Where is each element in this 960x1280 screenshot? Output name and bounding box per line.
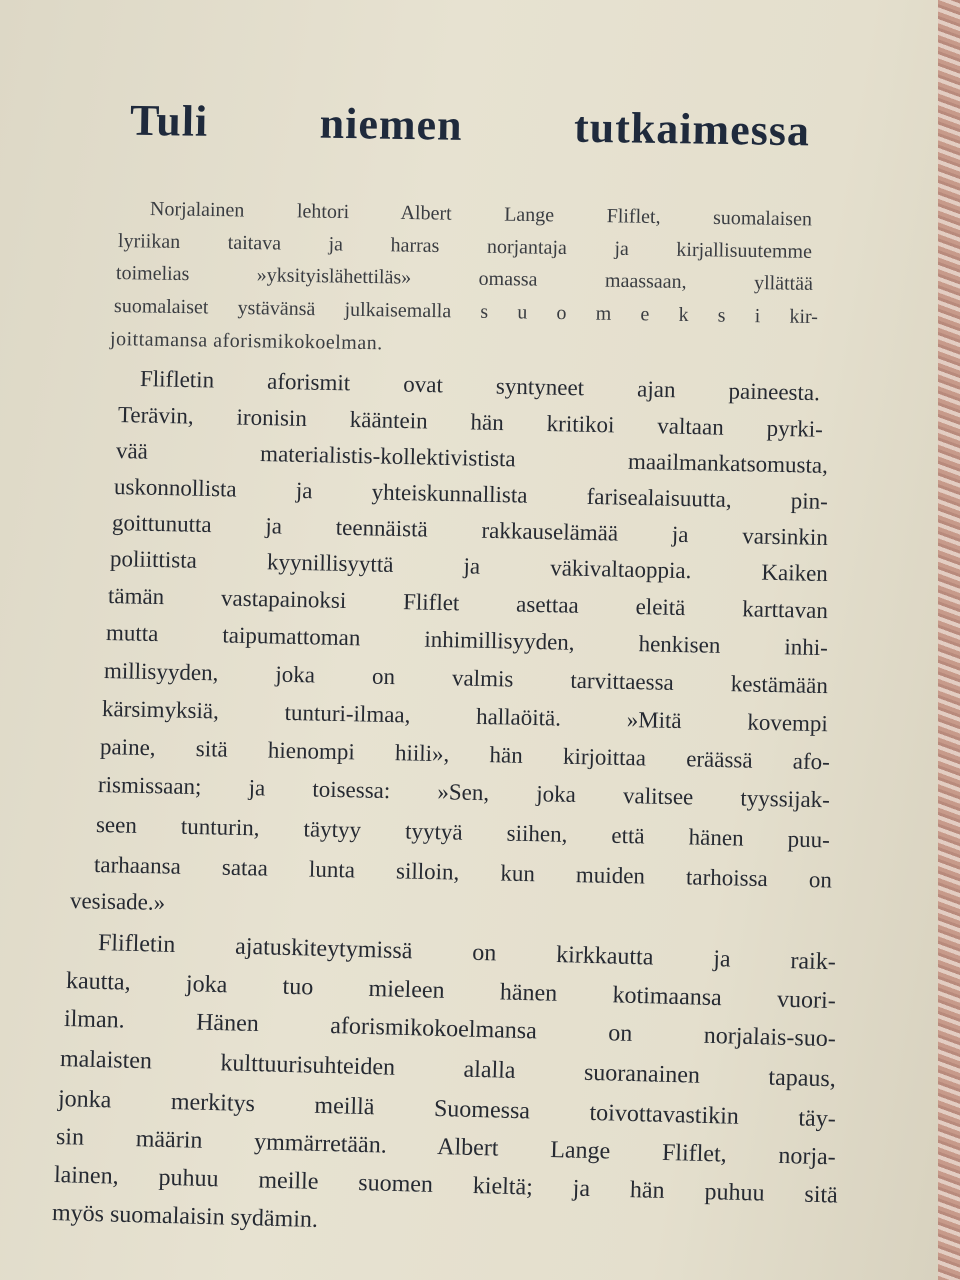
text-line: Norjalainen lehtori Albert Lange Fliflet, suomalaisen [149, 198, 813, 231]
text-line: Flifletin ajatuskiteytymissä on kirkkautta ja raik- [97, 930, 837, 976]
text-line: seen tunturin, täytyy tyytyä siihen, että hänen puu- [95, 812, 831, 853]
text-line: suomalaiset ystävänsä julkaisemalla s u o m e k s i kir- [113, 295, 819, 329]
text-line: ilman. Hänen aforismikokoelmansa on norjalais-suo- [63, 1006, 837, 1053]
text-line: toimelias »yksityislähettiläs» omassa maassaan, yllättää [115, 262, 814, 295]
text-line: sin määrin ymmärretään. Albert Lange Fliflet, norja- [55, 1124, 837, 1171]
text-line: rismissaan; ja toisessa: »Sen, joka valitsee tyyssijak- [97, 772, 831, 813]
text-line: goittunutta ja teennäistä rakkauselämää ja varsinkin [111, 510, 829, 550]
text-line: joittamansa aforismikokoelman. [109, 328, 383, 355]
text-line: lyriikan taitava ja harras norjantaja ja kirjallisuutemme [117, 230, 813, 263]
text-line: kautta, joka tuo mieleen hänen kotimaansa vuori- [65, 968, 837, 1015]
text-line: mutta taipumattoman inhimillisyyden, henkisen inhi- [105, 620, 829, 661]
text-line: jonka merkitys meillä Suomessa toivottavastikin täy- [57, 1086, 837, 1133]
text-line: malaisten kulttuurisuhteiden alalla suoranainen tapaus, [59, 1046, 837, 1093]
text-line: myös suomalaisin sydämin. [51, 1200, 319, 1233]
text-line: kärsimyksiä, tunturi-ilmaa, hallaöitä. »Mitä kovempi [101, 696, 829, 737]
text-line: millisyyden, joka on valmis tarvittaessa kestämään [103, 658, 829, 699]
text-line: vää materialistis-kollektivistista maailmankatsomusta, [115, 438, 829, 478]
text-line: lainen, puhuu meille suomen kieltä; ja hän puhuu sitä [53, 1162, 839, 1209]
text-line: Flifletin aforismit ovat syntyneet ajan paineesta. [139, 366, 821, 406]
background-carpet [938, 0, 960, 1280]
text-line: Terävin, ironisin kääntein hän kritikoi valtaan pyrki- [117, 402, 824, 442]
text-line: tarhaansa sataa lunta silloin, kun muiden tarhoissa on [93, 852, 833, 893]
text-line: paine, sitä hienompi hiili», hän kirjoittaa eräässä afo- [99, 734, 831, 775]
text-line: tämän vastapainoksi Fliflet asettaa eleitä karttavan [107, 583, 829, 624]
page-title: Tuli niemen tutkaimessa [129, 95, 811, 156]
text-line: poliittista kyynillisyyttä ja väkivaltaoppia. Kaiken [109, 546, 829, 587]
text-line: uskonnollista ja yhteiskunnallista farisealaisuutta, pin- [113, 474, 829, 514]
text-line: vesisade.» [69, 888, 166, 915]
